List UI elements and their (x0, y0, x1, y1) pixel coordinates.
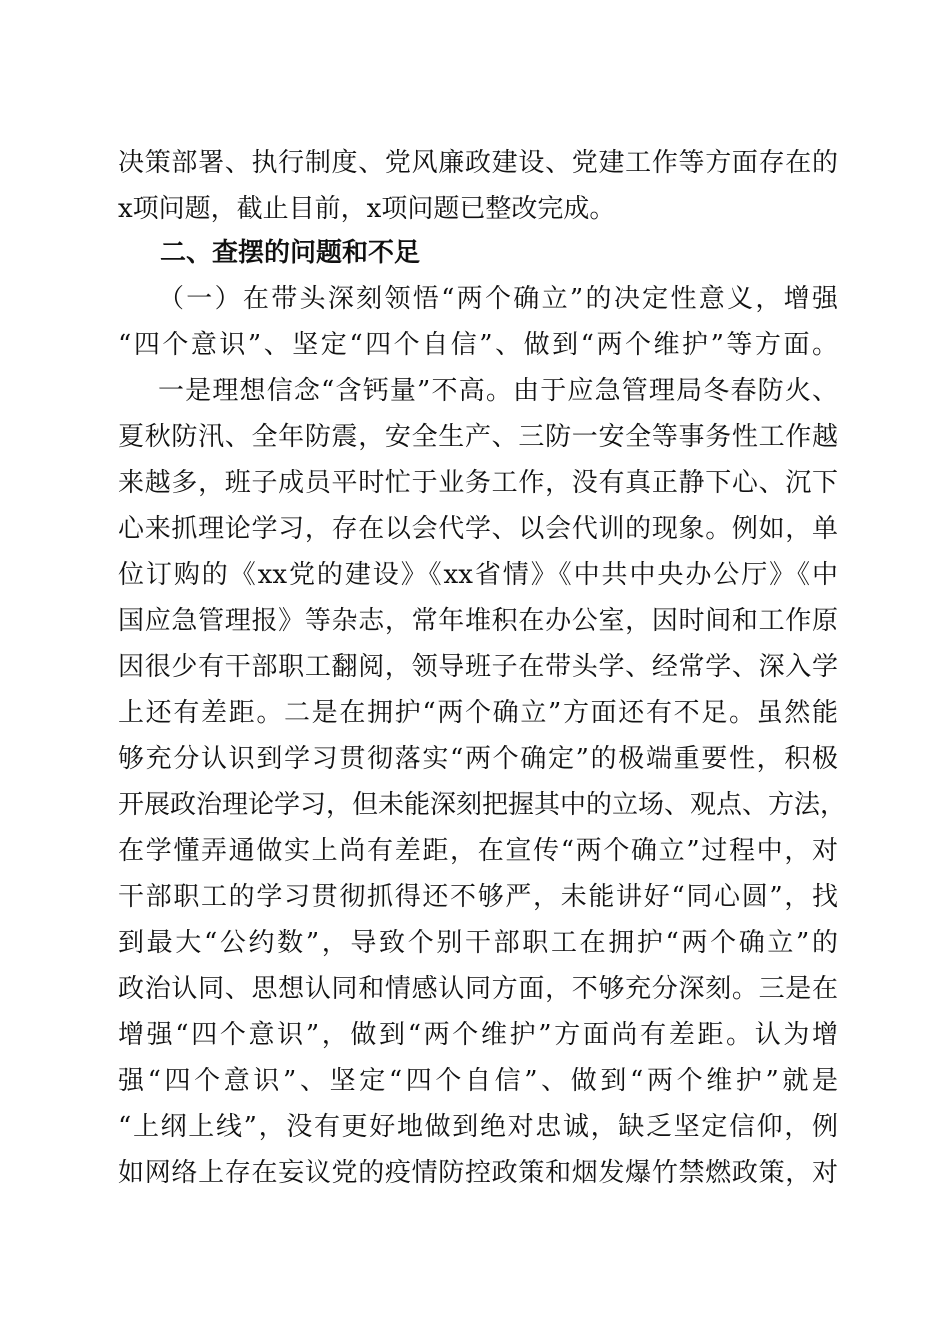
subsection-heading-line: “四个意识”、坚定“四个自信”、做到“两个维护”等方面。 (118, 330, 838, 360)
paragraph-line: 如网络上存在妄议党的疫情防控政策和烟发爆竹禁燃政策，对 (118, 1158, 838, 1188)
paragraph-line: 在学懂弄通做实上尚有差距，在宣传“两个确立”过程中，对 (118, 836, 838, 866)
paragraph-line: 来越多，班子成员平时忙于业务工作，没有真正静下心、沉下 (118, 468, 838, 498)
paragraph-line: 强“四个意识”、坚定“四个自信”、做到“两个维护”就是 (118, 1066, 838, 1096)
paragraph-line: 心来抓理论学习，存在以会代学、以会代训的现象。例如，单 (118, 514, 838, 544)
paragraph-line: 位订购的《xx党的建设》《xx省情》《中共中央办公厅》《中 (118, 560, 838, 590)
paragraph-line: 够充分认识到学习贯彻落实“两个确定”的极端重要性，积极 (118, 744, 838, 774)
paragraph-line: 到最大“公约数”，导致个别干部职工在拥护“两个确立”的 (118, 928, 838, 958)
subsection-heading-line: （一）在带头深刻领悟“两个确立”的决定性意义，增强 (158, 284, 838, 314)
paragraph-line: 政治认同、思想认同和情感认同方面，不够充分深刻。三是在 (118, 974, 838, 1004)
paragraph-line: 因很少有干部职工翻阅，领导班子在带头学、经常学、深入学 (118, 652, 838, 682)
paragraph-line: 开展政治理论学习，但未能深刻把握其中的立场、观点、方法， (118, 790, 847, 820)
paragraph-line: 上还有差距。二是在拥护“两个确立”方面还有不足。虽然能 (118, 698, 838, 728)
paragraph-line: “上纲上线”，没有更好地做到绝对忠诚，缺乏坚定信仰，例 (118, 1112, 838, 1142)
section-heading: 二、查摆的问题和不足 (160, 238, 421, 268)
paragraph-line: 干部职工的学习贯彻抓得还不够严，未能讲好“同心圆”，找 (118, 882, 838, 912)
paragraph-line: 国应急管理报》等杂志，常年堆积在办公室，因时间和工作原 (118, 606, 838, 636)
paragraph-line: 一是理想信念“含钙量”不高。由于应急管理局冬春防火、 (158, 376, 838, 406)
paragraph-line: x项问题，截止目前，x项问题已整改完成。 (118, 194, 616, 224)
paragraph-line: 增强“四个意识”，做到“两个维护”方面尚有差距。认为增 (118, 1020, 838, 1050)
paragraph-line: 夏秋防汛、全年防震，安全生产、三防一安全等事务性工作越 (118, 422, 838, 452)
paragraph-line: 决策部署、执行制度、党风廉政建设、党建工作等方面存在的 (118, 148, 838, 178)
